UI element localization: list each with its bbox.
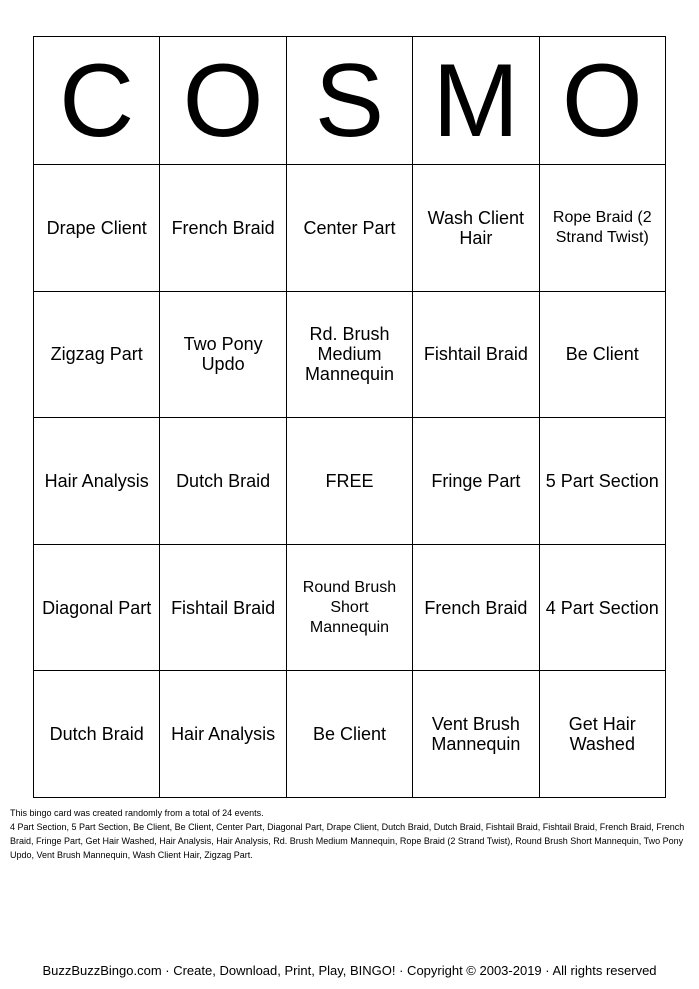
card-cell: Zigzag Part xyxy=(34,291,160,418)
card-cell: Hair Analysis xyxy=(34,418,160,545)
header-letter: O xyxy=(539,37,665,165)
header-letter: M xyxy=(413,37,539,165)
header-letter: C xyxy=(34,37,160,165)
card-cell: 5 Part Section xyxy=(539,418,665,545)
card-cell: Rd. Brush Medium Mannequin xyxy=(286,291,412,418)
card-cell: Fringe Part xyxy=(413,418,539,545)
note-event-list: 4 Part Section, 5 Part Section, Be Client, Be Client, Center Part, Diagonal Part, Drape Client, Dutch Braid, Dutch Braid, Fishtail Braid, Fishtail Braid, French Braid, French Braid, Fringe Part, Get Hair Washed, Hair Analysis, Hair Analysis, Rd. Brush Medium Mannequin, Rope Braid (2 Strand Twist), Round Brush Short Mannequin, Two Pony Updo, Vent Brush Mannequin, Wash Client Hair, Zigzag Part. xyxy=(10,822,685,860)
card-cell: Be Client xyxy=(286,671,412,798)
card-cell: French Braid xyxy=(413,544,539,671)
header-letter: S xyxy=(286,37,412,165)
card-cell: Wash Client Hair xyxy=(413,165,539,292)
card-cell: Two Pony Updo xyxy=(160,291,286,418)
card-cell: Rope Braid (2 Strand Twist) xyxy=(539,165,665,292)
card-row xyxy=(34,291,666,418)
header-row xyxy=(34,37,666,165)
card-row xyxy=(34,544,666,671)
card-cell: 4 Part Section xyxy=(539,544,665,671)
card-cell: Dutch Braid xyxy=(34,671,160,798)
card-cell: Fishtail Braid xyxy=(160,544,286,671)
card-cell: Hair Analysis xyxy=(160,671,286,798)
card-note xyxy=(10,806,690,862)
bingo-card xyxy=(33,36,666,798)
card-cell: Round Brush Short Mannequin xyxy=(286,544,412,671)
card-cell: Dutch Braid xyxy=(160,418,286,545)
card-cell: Center Part xyxy=(286,165,412,292)
card-cell: Be Client xyxy=(539,291,665,418)
header-letter: O xyxy=(160,37,286,165)
card-cell: Drape Client xyxy=(34,165,160,292)
card-row xyxy=(34,165,666,292)
card-cell: Diagonal Part xyxy=(34,544,160,671)
card-row xyxy=(34,418,666,545)
card-cell: Get Hair Washed xyxy=(539,671,665,798)
card-row xyxy=(34,671,666,798)
card-cell: French Braid xyxy=(160,165,286,292)
free-space-cell: FREE xyxy=(286,418,412,545)
note-intro: This bingo card was created randomly from a total of 24 events. xyxy=(10,808,264,818)
card-cell: Vent Brush Mannequin xyxy=(413,671,539,798)
footer-copyright: BuzzBuzzBingo.com · Create, Download, Print, Play, BINGO! · Copyright © 2003-2019 · All rights reserved xyxy=(42,963,657,978)
card-cell: Fishtail Braid xyxy=(413,291,539,418)
